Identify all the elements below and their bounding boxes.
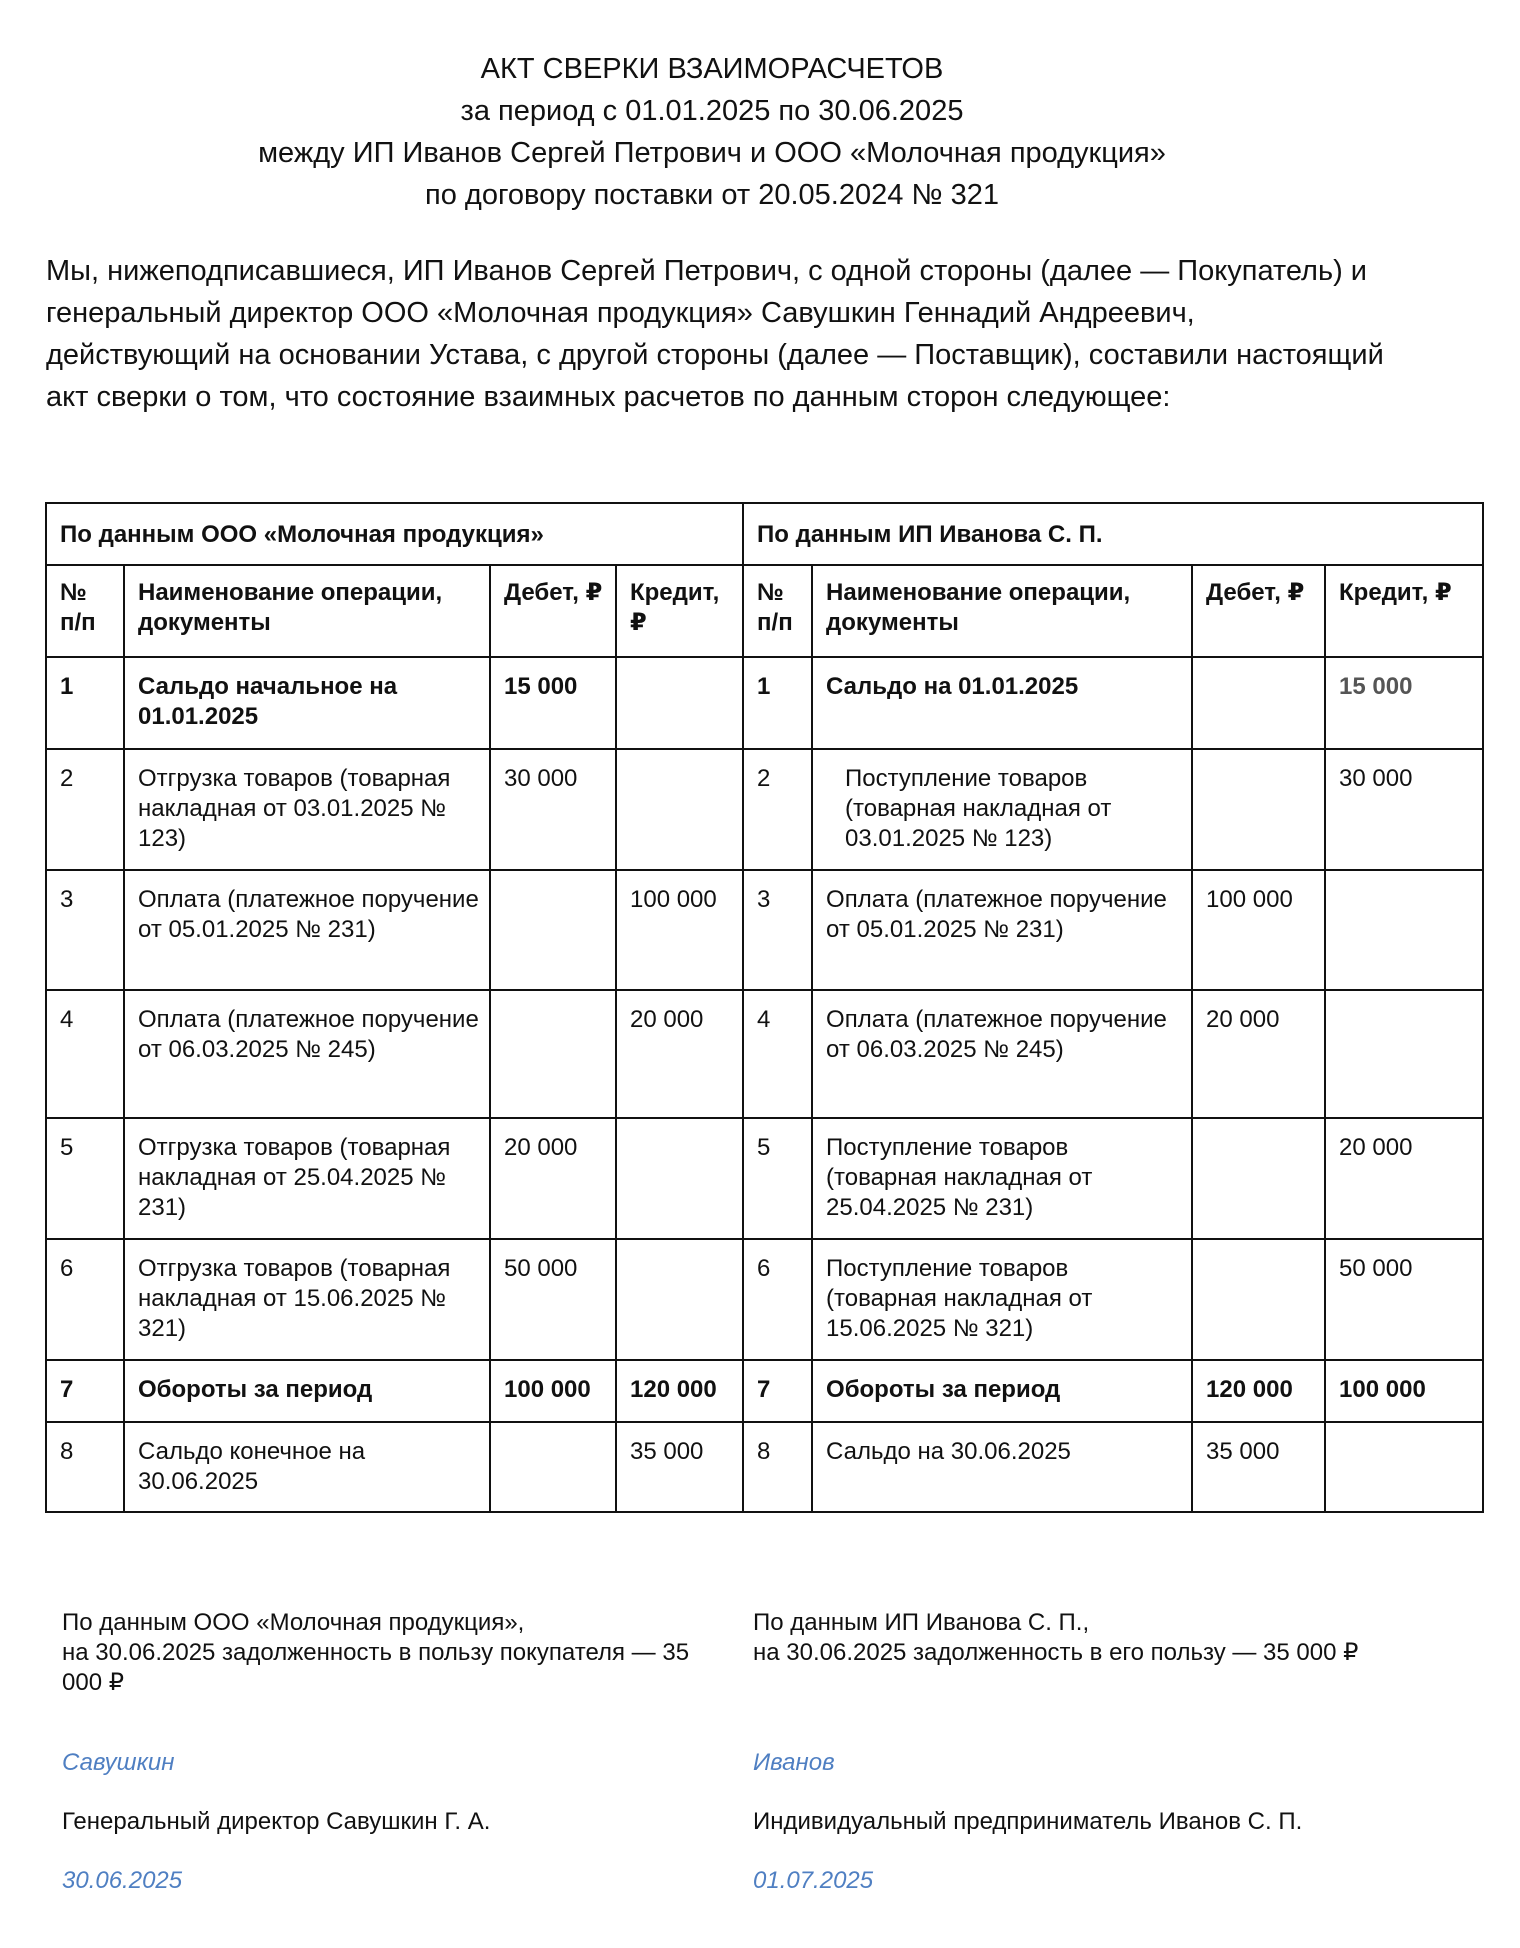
left-operation: Отгрузка товаров (товарная накладная от 15.06.2025 № 321) (124, 1239, 490, 1360)
right-summary-line2: на 30.06.2025 задолженность в его пользу — 35 000 ₽ (753, 1639, 1359, 1666)
right-num: 3 (743, 870, 812, 990)
right-operation: Оплата (платежное поручение от 06.03.2025 № 245) (812, 990, 1192, 1118)
left-summary-line1: По данным ООО «Молочная продукция», (62, 1609, 525, 1636)
right-num: 6 (743, 1239, 812, 1360)
left-num: 2 (46, 749, 124, 870)
left-credit: 35 000 (616, 1422, 743, 1512)
right-credit (1325, 870, 1483, 990)
left-debit (490, 1422, 616, 1512)
document-parties: между ИП Иванов Сергей Петрович и ООО «Молочная продукция» (258, 137, 1166, 169)
right-debit: 120 000 (1192, 1360, 1325, 1422)
left-num: 1 (46, 657, 124, 749)
right-summary (753, 1608, 1453, 1668)
col-credit-left: Кредит, ₽ (616, 565, 743, 657)
left-signatory-position: Генеральный директор Савушкин Г. А. (62, 1808, 491, 1835)
right-date: 01.07.2025 (753, 1867, 874, 1894)
left-num: 7 (46, 1360, 124, 1422)
left-credit: 20 000 (616, 990, 743, 1118)
left-operation: Оплата (платежное поручение от 06.03.2025 № 245) (124, 990, 490, 1118)
right-credit: 50 000 (1325, 1239, 1483, 1360)
right-num: 8 (743, 1422, 812, 1512)
left-credit (616, 657, 743, 749)
left-debit: 20 000 (490, 1118, 616, 1239)
table-row (46, 1239, 1483, 1360)
document-title: АКТ СВЕРКИ ВЗАИМОРАСЧЕТОВ (480, 53, 944, 85)
left-num: 3 (46, 870, 124, 990)
right-operation: Обороты за период (812, 1360, 1192, 1422)
table-row (46, 990, 1483, 1118)
left-debit: 100 000 (490, 1360, 616, 1422)
table-row (46, 749, 1483, 870)
right-debit: 100 000 (1192, 870, 1325, 990)
intro-paragraph: Мы, нижеподписавшиеся, ИП Иванов Сергей Петрович, с одной стороны (далее — Покупатель) и генеральный директор ООО «Молочная продукция» Савушкин Геннадий Андреевич, действующий на основании Устава, с другой стороны (далее — Поставщик), составили настоящий акт сверки о том, что состояние взаимных расчетов по данным сторон следующее: (46, 255, 1384, 413)
right-debit: 35 000 (1192, 1422, 1325, 1512)
right-num: 4 (743, 990, 812, 1118)
left-signature: Савушкин (62, 1749, 175, 1776)
left-num: 4 (46, 990, 124, 1118)
table-row (46, 1422, 1483, 1512)
left-debit (490, 870, 616, 990)
left-summary (62, 1608, 712, 1698)
table-row (46, 870, 1483, 990)
left-debit: 30 000 (490, 749, 616, 870)
table-row (46, 1360, 1483, 1422)
right-credit: 20 000 (1325, 1118, 1483, 1239)
left-credit (616, 1239, 743, 1360)
right-num: 1 (743, 657, 812, 749)
left-date: 30.06.2025 (62, 1867, 183, 1894)
col-debit-left: Дебет, ₽ (490, 565, 616, 657)
left-credit (616, 749, 743, 870)
right-credit: 100 000 (1325, 1360, 1483, 1422)
right-operation: Поступление товаров (товарная накладная от 03.01.2025 № 123) (812, 749, 1192, 870)
document-contract: по договору поставки от 20.05.2024 № 321 (425, 179, 999, 211)
col-debit-right: Дебет, ₽ (1192, 565, 1325, 657)
col-credit-right: Кредит, ₽ (1325, 565, 1483, 657)
left-debit: 15 000 (490, 657, 616, 749)
right-num: 5 (743, 1118, 812, 1239)
right-summary-line1: По данным ИП Иванова С. П., (753, 1609, 1090, 1636)
left-debit: 50 000 (490, 1239, 616, 1360)
left-operation: Обороты за период (124, 1360, 490, 1422)
reconciliation-table (45, 502, 1484, 1513)
left-operation: Отгрузка товаров (товарная накладная от 03.01.2025 № 123) (124, 749, 490, 870)
left-debit (490, 990, 616, 1118)
left-num: 8 (46, 1422, 124, 1512)
right-debit: 20 000 (1192, 990, 1325, 1118)
table-row (46, 657, 1483, 749)
right-num: 2 (743, 749, 812, 870)
right-num: 7 (743, 1360, 812, 1422)
right-signature: Иванов (753, 1749, 835, 1776)
col-num-right: № п/п (743, 565, 812, 657)
right-debit (1192, 749, 1325, 870)
document-period: за период с 01.01.2025 по 30.06.2025 (460, 95, 964, 127)
col-name-right: Наименование операции, документы (812, 565, 1192, 657)
left-operation: Сальдо начальное на 01.01.2025 (124, 657, 490, 749)
right-signatory-position: Индивидуальный предприниматель Иванов С. П. (753, 1808, 1303, 1835)
right-operation: Поступление товаров (товарная накладная от 15.06.2025 № 321) (812, 1239, 1192, 1360)
left-num: 6 (46, 1239, 124, 1360)
left-credit: 100 000 (616, 870, 743, 990)
right-credit (1325, 1422, 1483, 1512)
left-credit: 120 000 (616, 1360, 743, 1422)
left-operation: Оплата (платежное поручение от 05.01.2025 № 231) (124, 870, 490, 990)
right-debit (1192, 1239, 1325, 1360)
right-group-header: По данным ИП Иванова С. П. (743, 503, 1483, 565)
right-operation: Поступление товаров (товарная накладная от 25.04.2025 № 231) (812, 1118, 1192, 1239)
table-row (46, 1118, 1483, 1239)
document-header (0, 48, 1424, 216)
right-debit (1192, 1118, 1325, 1239)
right-debit (1192, 657, 1325, 749)
right-credit: 15 000 (1325, 657, 1483, 749)
col-name-left: Наименование операции, документы (124, 565, 490, 657)
left-num: 5 (46, 1118, 124, 1239)
right-credit (1325, 990, 1483, 1118)
col-num-left: № п/п (46, 565, 124, 657)
left-operation: Отгрузка товаров (товарная накладная от 25.04.2025 № 231) (124, 1118, 490, 1239)
left-group-header: По данным ООО «Молочная продукция» (46, 503, 743, 565)
right-credit: 30 000 (1325, 749, 1483, 870)
right-operation: Сальдо на 30.06.2025 (812, 1422, 1192, 1512)
left-credit (616, 1118, 743, 1239)
right-operation: Сальдо на 01.01.2025 (812, 657, 1192, 749)
left-summary-line2: на 30.06.2025 задолженность в пользу покупателя — 35 000 ₽ (62, 1639, 690, 1696)
left-operation: Сальдо конечное на 30.06.2025 (124, 1422, 490, 1512)
right-operation: Оплата (платежное поручение от 05.01.2025 № 231) (812, 870, 1192, 990)
